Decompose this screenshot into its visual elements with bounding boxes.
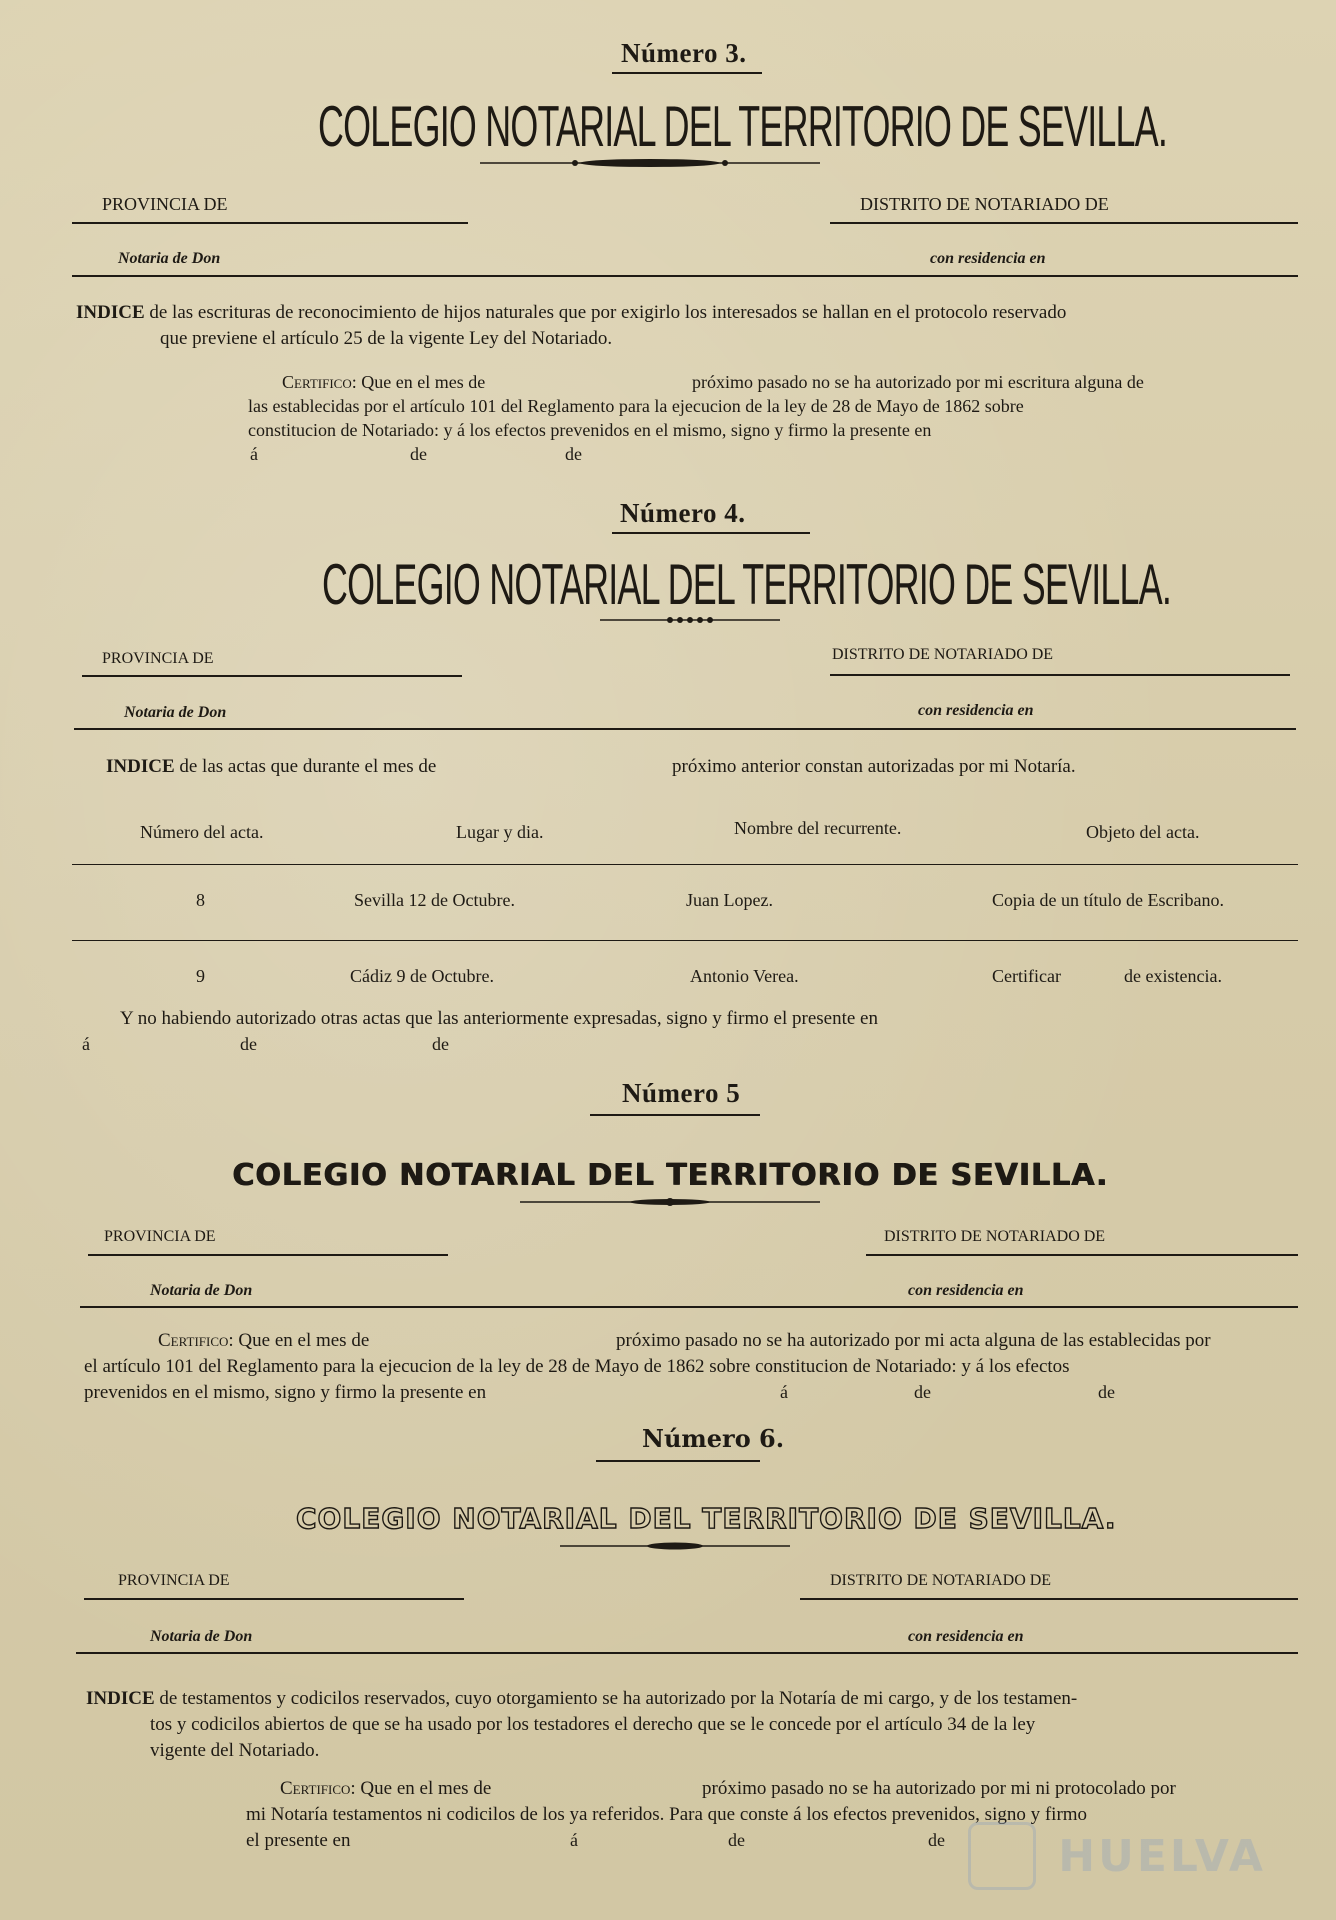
s3-header-rule — [72, 275, 1298, 277]
s5-ornament — [520, 1196, 820, 1208]
s4-indice-word: INDICE — [106, 756, 175, 777]
s4-row2-lugar: Cádiz 9 de Octubre. — [350, 966, 494, 986]
s4-numero: Número 4. — [620, 498, 746, 528]
s4-row1-numero: 8 — [196, 890, 205, 910]
s4-numero-underline — [612, 532, 810, 534]
watermark-seal-icon — [968, 1822, 1036, 1890]
s5-cert-line2: el artículo 101 del Reglamento para la ejecucion de la ley de 28 de Mayo de 1862 sobre constitucion de Notariado: y á los efectos — [84, 1356, 1070, 1377]
s5-numero-underline — [590, 1114, 760, 1116]
s4-provincia-line — [82, 675, 462, 677]
s6-ornament — [560, 1540, 790, 1552]
s4-row2-objeto-a: Certificar — [992, 966, 1061, 986]
s4-fecha-a: á — [82, 1034, 90, 1054]
s4-row2-numero: 9 — [196, 966, 205, 986]
s4-table-rule-2 — [72, 940, 1298, 941]
s5-cert-text1b: próximo pasado no se ha autorizado por mi acta alguna de las establecidas por — [616, 1330, 1211, 1351]
s5-provincia-label: PROVINCIA DE — [104, 1228, 216, 1245]
s4-row2-nombre: Antonio Verea. — [690, 966, 799, 986]
s6-fecha-de1: de — [728, 1830, 745, 1850]
s3-numero-underline — [612, 72, 762, 74]
s3-fecha-a: á — [250, 444, 258, 464]
s5-numero: Número 5 — [622, 1078, 741, 1108]
s5-cert-line1 — [158, 1330, 369, 1352]
s4-indice-text-b: próximo anterior constan autorizadas por mi Notaría. — [672, 756, 1076, 777]
s6-indice-line1 — [86, 1688, 1077, 1710]
s4-row1-lugar: Sevilla 12 de Octubre. — [354, 890, 515, 910]
s3-notaria-label: Notaria de Don — [118, 250, 221, 267]
s6-cert-text1a: Que en el mes de — [360, 1778, 492, 1799]
s6-fecha-de2: de — [928, 1830, 945, 1850]
s4-residencia-label: con residencia en — [918, 702, 1034, 719]
s3-cert-line1 — [282, 372, 485, 393]
s6-distrito-line — [800, 1598, 1298, 1600]
s5-cert-line3: prevenidos en el mismo, signo y firmo la presente en — [84, 1382, 487, 1403]
s6-cert-text1b: próximo pasado no se ha autorizado por mi ni protocolado por — [702, 1778, 1176, 1799]
s4-provincia-label: PROVINCIA DE — [102, 650, 214, 667]
s6-notaria-label: Notaria de Don — [150, 1628, 253, 1645]
s6-cert-word: Certifico: — [280, 1778, 356, 1799]
s4-row1-nombre: Juan Lopez. — [686, 890, 773, 910]
s5-title: COLEGIO NOTARIAL DEL TERRITORIO DE SEVILLA. — [232, 1158, 1109, 1193]
s6-indice-line2: tos y codicilos abiertos de que se ha usado por los testadores el derecho que se le concede por el artículo 34 de la ley — [150, 1714, 1036, 1735]
s4-fecha-de2: de — [432, 1034, 449, 1054]
s4-header-rule — [74, 728, 1296, 730]
s3-cert-text1a: Que en el mes de — [361, 372, 486, 392]
s3-numero: Número 3. — [621, 38, 747, 68]
s3-fecha-de2: de — [565, 444, 582, 464]
s3-provincia-label: PROVINCIA DE — [102, 194, 228, 214]
s3-cert-line2: las establecidas por el artículo 101 del Reglamento para la ejecucion de la ley de 28 de Mayo de 1862 sobre — [248, 396, 1024, 416]
s3-fecha-de1: de — [410, 444, 427, 464]
s4-table-rule-1 — [72, 864, 1298, 865]
s3-indice-line2: que previene el artículo 25 de la vigente Ley del Notariado. — [160, 328, 613, 349]
watermark-text: HUELVA — [1058, 1831, 1266, 1882]
s4-closing: Y no habiendo autorizado otras actas que las anteriormente expresadas, signo y firmo el presente en — [120, 1008, 878, 1029]
s4-title: COLEGIO NOTARIAL DEL TERRITORIO DE SEVILLA. — [322, 551, 1172, 617]
s6-fecha-a: á — [570, 1830, 578, 1850]
s4-col-objeto: Objeto del acta. — [1086, 822, 1200, 842]
s6-cert-line1 — [280, 1778, 491, 1800]
s5-distrito-label: DISTRITO DE NOTARIADO DE — [884, 1228, 1106, 1245]
s6-residencia-label: con residencia en — [908, 1628, 1024, 1645]
s3-provincia-line — [72, 222, 468, 224]
s5-distrito-line — [866, 1254, 1298, 1256]
s6-provincia-line — [84, 1598, 464, 1600]
s5-provincia-line — [88, 1254, 448, 1256]
s6-cert-line2: mi Notaría testamentos ni codicilos de los ya referidos. Para que conste á los efectos prevenidos, signo y firmo — [246, 1804, 1088, 1825]
s3-indice-word: INDICE — [76, 302, 145, 323]
s4-col-numero: Número del acta. — [140, 822, 264, 842]
s5-fecha-a: á — [780, 1382, 788, 1402]
s6-title: COLEGIO NOTARIAL DEL TERRITORIO DE SEVILLA. — [296, 1502, 1117, 1535]
s6-indice-word: INDICE — [86, 1688, 155, 1709]
s6-numero-underline — [596, 1460, 760, 1462]
s3-ornament — [480, 156, 820, 170]
s3-title: COLEGIO NOTARIAL DEL TERRITORIO DE SEVILLA. — [318, 93, 1168, 159]
s5-notaria-label: Notaria de Don — [150, 1282, 253, 1299]
s4-distrito-label: DISTRITO DE NOTARIADO DE — [832, 646, 1054, 663]
s3-cert-word: Certifico: — [282, 372, 357, 392]
s4-fecha-de1: de — [240, 1034, 257, 1054]
s4-col-lugar: Lugar y dia. — [456, 822, 544, 842]
s6-header-rule — [76, 1652, 1298, 1654]
s5-fecha-de1: de — [914, 1382, 931, 1402]
s4-indice-text-a: de las actas que durante el mes de — [179, 756, 437, 777]
s4-row1-objeto: Copia de un título de Escribano. — [992, 890, 1224, 910]
s3-residencia-label: con residencia en — [930, 250, 1046, 267]
s4-notaria-label: Notaria de Don — [124, 704, 227, 721]
s6-cert-line3: el presente en — [246, 1830, 351, 1851]
s5-cert-word: Certifico: — [158, 1330, 234, 1351]
s3-indice-line1 — [76, 302, 1066, 324]
s3-distrito-line — [830, 222, 1298, 224]
s5-residencia-label: con residencia en — [908, 1282, 1024, 1299]
s3-cert-line3: constitucion de Notariado: y á los efectos prevenidos en el mismo, signo y firmo la presente en — [248, 420, 932, 440]
s5-fecha-de2: de — [1098, 1382, 1115, 1402]
s3-distrito-label: DISTRITO DE NOTARIADO DE — [860, 194, 1109, 214]
s4-distrito-line — [830, 674, 1290, 676]
s5-cert-text1a: Que en el mes de — [238, 1330, 370, 1351]
s4-ornament — [600, 614, 780, 626]
s4-indice-line — [106, 756, 436, 778]
s4-row2-objeto-b: de existencia. — [1124, 966, 1222, 986]
s6-provincia-label: PROVINCIA DE — [118, 1572, 230, 1589]
s3-indice-text1: de las escrituras de reconocimiento de hijos naturales que por exigirlo los interesados se hallan en el protocolo reservado — [149, 302, 1067, 323]
s6-numero: Número 6. — [642, 1424, 785, 1453]
s6-distrito-label: DISTRITO DE NOTARIADO DE — [830, 1572, 1052, 1589]
s3-cert-text1b: próximo pasado no se ha autorizado por mi escritura alguna de — [692, 372, 1144, 392]
s4-col-nombre: Nombre del recurrente. — [734, 818, 902, 838]
s6-indice-text1: de testamentos y codicilos reservados, cuyo otorgamiento se ha autorizado por la Notaría de mi cargo, y de los testamen- — [159, 1688, 1078, 1709]
s6-indice-line3: vigente del Notariado. — [150, 1740, 320, 1761]
s5-header-rule — [80, 1306, 1298, 1308]
